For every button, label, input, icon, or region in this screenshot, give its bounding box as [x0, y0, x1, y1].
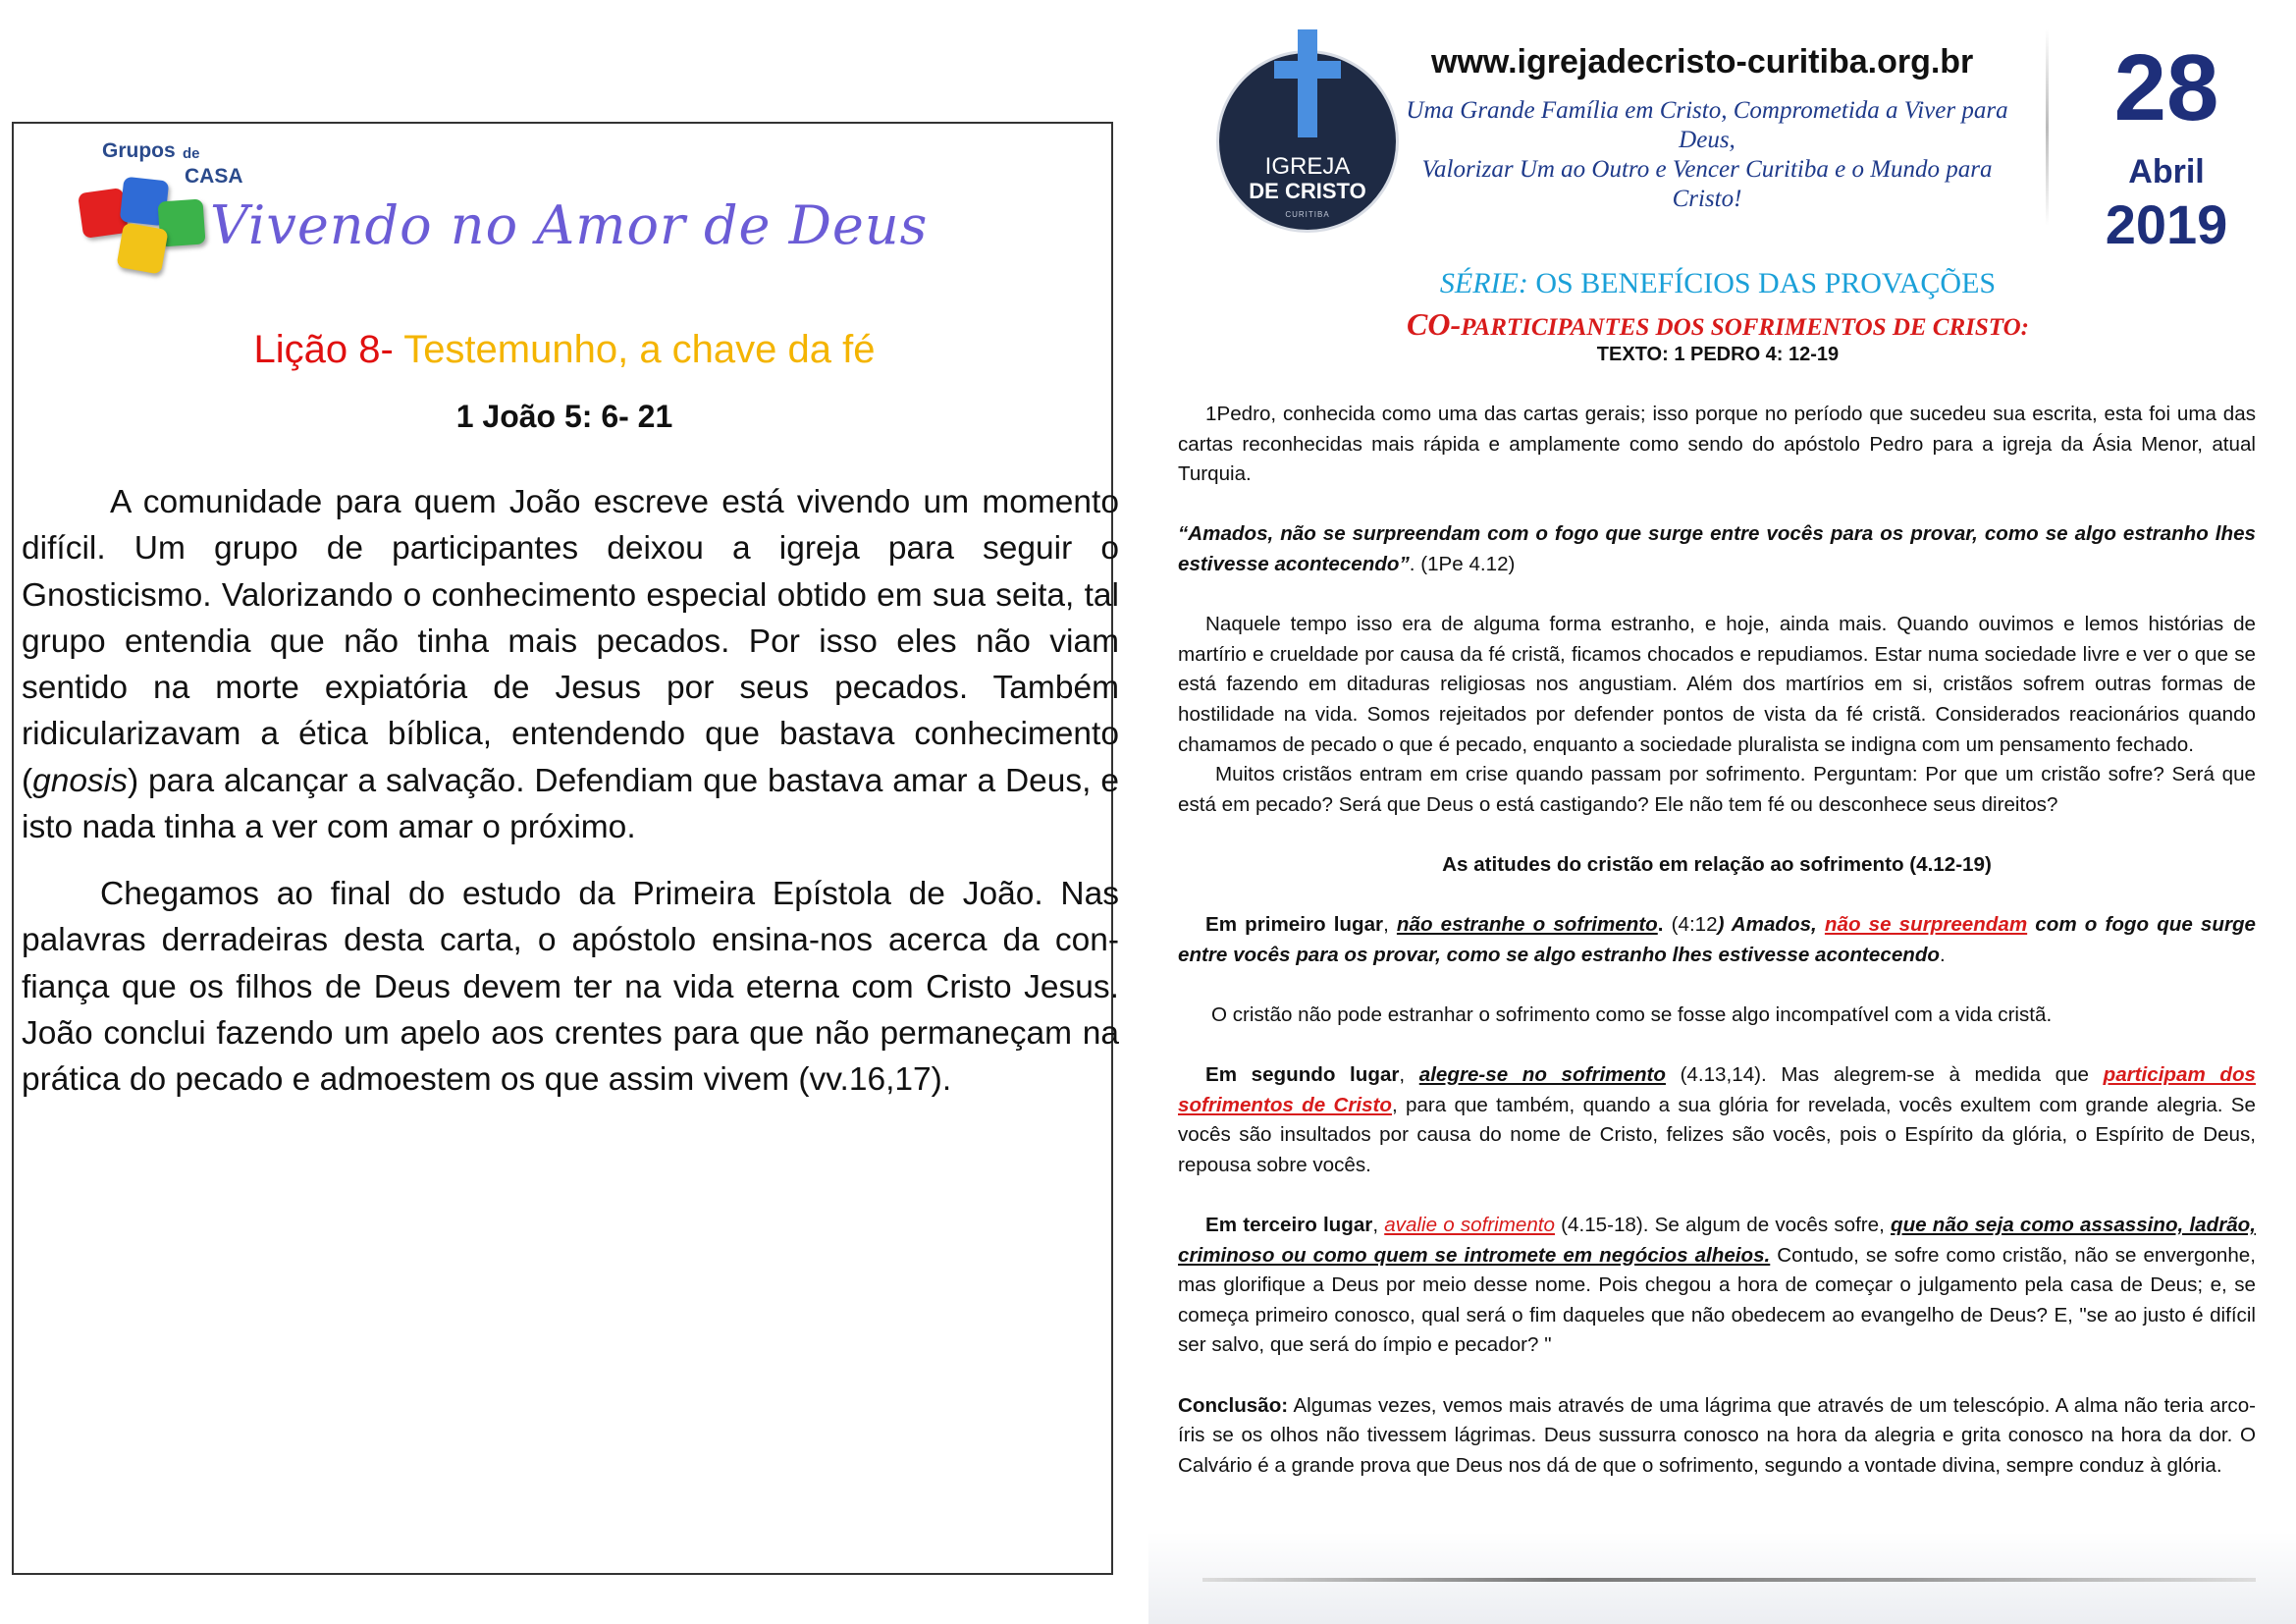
website-url[interactable]: www.igrejadecristo-curitiba.org.br	[1431, 43, 1974, 81]
quote-text: “Amados, não se surpreendam com o fogo que surge entre vocês para os provar, como se algo estranho lhes estivesse acontecendo”	[1178, 522, 2256, 575]
sermon-title	[1148, 306, 2287, 343]
p1-text-a: A comunidade para quem João escreve está vivendo um momento difícil. Um grupo de participantes deixou a igreja para seguir o Gnosticismo. Valorizando o conhecimento especial obtido em sua seita, tal grupo entendia que não tinha mais pecados. Por isso eles não viam sentido na morte expiatória de Jesus por seus pecados. Também ridicularizavam a ética bíblica, entendendo que bastava conhecimento (	[22, 484, 1119, 799]
first-point-key: não estranhe o sofrimento	[1396, 913, 1658, 937]
church-motto	[1392, 96, 2022, 214]
date-year: 2019	[2105, 193, 2228, 255]
p1-gnosis: gnosis	[32, 762, 128, 799]
sermon-title-prefix: CO-	[1407, 306, 1462, 342]
motto-line-1: Uma Grande Família em Cristo, Comprometida a Viver para Deus,	[1406, 97, 2008, 153]
cross-icon	[1298, 29, 1317, 137]
context-paragraph: Naquele tempo isso era de alguma forma estranho, e hoje, ainda mais. Quando ouvimos e lemos histórias de martírio e crueldade por causa da fé cristã, ficamos chocados e repudiamos. Estar numa sociedade livre e ver o que se está fazendo em ditaduras religiosas nos angustiam. Além dos martírios em si, cristãos sofrem outras formas de hostilidade na vida. Somos rejeitados por defender pontos de vista da fé cristã. Considerados reacionários quando chamamos de pecado o que é pecado, enquanto a sociedade pluralista se indigna com um pensamento fechado.	[1178, 613, 2256, 756]
logo-text-de-cristo: DE CRISTO	[1249, 179, 1366, 203]
lesson-title	[14, 328, 1115, 372]
sermon-body	[1178, 400, 2256, 1481]
logo-text-igreja: IGREJA	[1264, 153, 1351, 180]
date-month: Abril	[2128, 153, 2205, 190]
logo-word-grupos: Grupos	[102, 139, 176, 162]
intro-paragraph: 1Pedro, conhecida como uma das cartas gerais; isso porque no período que sucedeu sua escrita, esta foi uma das cartas reconhecidas mais rápida e amplamente como sendo do apóstolo Pedro para a igreja da Ásia Menor, atual Turquia.	[1178, 403, 2256, 486]
series-name: OS BENEFÍCIOS DAS PROVAÇÕES	[1527, 267, 1997, 299]
first-point: Em primeiro lugar, não estranhe o sofrimento. (4:12) Amados, não se surpreendam com o fogo que surge entre vocês para os provar, como se algo estranho lhes estivesse acontecendo.	[1178, 913, 2257, 966]
questions-paragraph: Muitos cristãos entram em crise quando passam por sofrimento. Perguntam: Por que um cristão sofre? Será que está em pecado? Será que Deus o está castigando? Ele não tem fé ou desconhece seus direitos?	[1178, 763, 2256, 816]
conclusion-label: Conclusão:	[1178, 1393, 1289, 1417]
quote-paragraph	[1178, 519, 2256, 579]
series-label: SÉRIE:	[1439, 267, 1528, 299]
series-title: Vivendo no Amor de Deus	[210, 194, 929, 256]
date-divider	[2046, 29, 2049, 226]
second-point: Em segundo lugar, alegre-se no sofrimento (4.13,14). Mas alegrem-se à medida que participam dos sofrimentos de Cristo, para que também, quando a sua glória for revelada, vocês exultem com grande alegria. Se vocês são insultados por causa do nome de Cristo, felizes são vocês, pois o Espírito da glória, o Espírito de Deus, repousa sobre vocês.	[1178, 1063, 2256, 1176]
first-point-emphasis: não se surpreendam	[1824, 913, 2028, 937]
lesson-panel	[12, 122, 1119, 1575]
sermon-title-rest: PARTICIPANTES DOS SOFRIMENTOS DE CRISTO:	[1461, 314, 2029, 341]
lesson-paragraph-1	[22, 479, 1119, 850]
lesson-name: Testemunho, a chave da fé	[393, 328, 876, 371]
third-point-emphasis: avalie o sofrimento	[1384, 1214, 1555, 1237]
second-point-emphasis: participam dos sofrimentos de Cristo	[1178, 1063, 2256, 1116]
quote-reference: . (1Pe 4.12)	[1409, 552, 1516, 575]
attitudes-heading: As atitudes do cristão em relação ao sofrimento (4.12-19)	[1442, 852, 1992, 876]
logo-text-curitiba: CURITIBA	[1285, 210, 1330, 219]
third-point-label: Em terceiro lugar	[1205, 1214, 1373, 1237]
logo-word-casa: CASA	[185, 165, 243, 188]
third-point-key: que não seja como assassino, ladrão, criminoso ou como quem se intromete em negócios alheios.	[1178, 1214, 2256, 1267]
lesson-paragraph-2: Chegamos ao final do estudo da Primeira Epístola de João. Nas palavras derradeiras desta carta, o apóstolo ensina-nos acerca da confiança que os filhos de Deus devem ter na vida eterna com Cristo Jesus. João conclui fazendo um apelo aos crentes para que não permaneçam na prática do pecado e admoestem os que assim vivem (vv.16,17).	[22, 876, 1119, 1099]
logo-word-de: de	[183, 145, 200, 162]
third-point: Em terceiro lugar, avalie o sofrimento (4.15-18). Se algum de vocês sofre, que não seja como assassino, ladrão, criminoso ou como quem se intromete em negócios alheios. Contudo, se sofre como cristão, não se envergonhe, mas glorifique a Deus por meio desse nome. Pois chegou a hora de começar o julgamento pela casa de Deus; e, se começa primeiro conosco, qual será o fim daqueles que não obedecem ao evangelho de Deus? E, "se ao justo é difícil ser salvo, que será do ímpio e pecador? "	[1178, 1214, 2256, 1357]
p1-text-b: ) para alcançar a salvação. Defendiam que bastava amar a Deus, e isto nada tinha a ver com amar o próximo.	[22, 762, 1119, 846]
sermon-text-reference: TEXTO: 1 PEDRO 4: 12-19	[1596, 344, 1840, 365]
puzzle-piece-yellow-icon	[116, 222, 168, 274]
first-point-note: O cristão não pode estranhar o sofrimento como se fosse algo incompatível com a vida cristã.	[1211, 1002, 2053, 1026]
second-point-key: alegre-se no sofrimento	[1418, 1063, 1666, 1087]
bible-reference: 1 João 5: 6- 21	[455, 399, 673, 434]
conclusion-paragraph: Conclusão: Algumas vezes, vemos mais através de uma lágrima que através de um telescópio. A alma não teria arco-íris se os olhos não tivessem lágrimas. Deus sussurra conosco na hora da alegria e grita conosco na hora da dor. O Calvário é a grande prova que Deus nos dá de que o sofrimento, segundo a vontade divina, sempre conduz à glória.	[1178, 1393, 2256, 1477]
igreja-de-cristo-logo	[1219, 53, 1396, 230]
sermon-series	[1148, 267, 2287, 300]
lesson-number: Lição 8-	[253, 328, 394, 371]
second-point-label: Em segundo lugar	[1205, 1063, 1400, 1087]
bottom-divider	[1202, 1578, 2256, 1582]
motto-line-2: Valorizar Um ao Outro e Vencer Curitiba e o Mundo para Cristo!	[1421, 156, 1993, 212]
first-point-label: Em primeiro lugar	[1205, 913, 1384, 937]
date-day: 28	[2113, 35, 2219, 140]
